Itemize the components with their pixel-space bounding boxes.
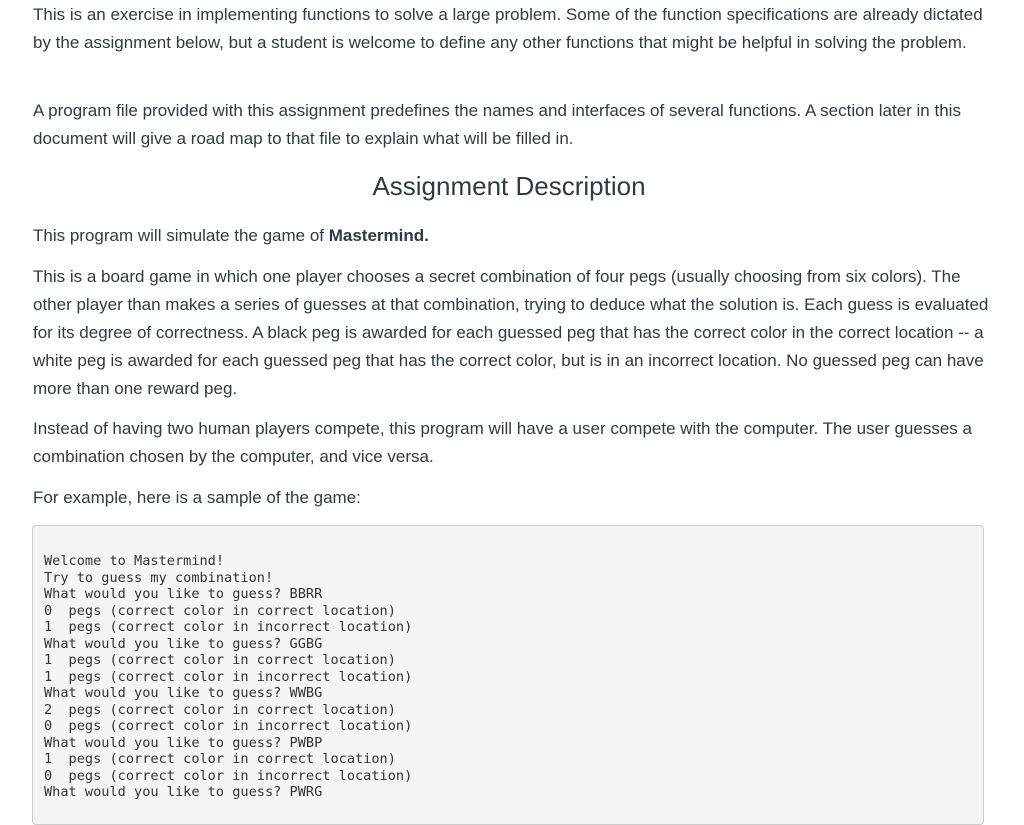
code-line: Try to guess my combination!: [44, 569, 274, 586]
instead-paragraph: Instead of having two human players compete, this program will have a user compete with the computer. The user guesses a combination chosen by the computer, and vice versa.: [33, 419, 972, 466]
code-line: Welcome to Mastermind!: [44, 553, 225, 569]
code-sample: [44, 553, 412, 801]
code-line: What would you like to guess? PWRG: [44, 784, 323, 800]
code-line: 0 pegs (correct color in incorrect location): [44, 718, 413, 734]
file-paragraph: A program file provided with this assignment predefines the names and interfaces of several functions. A section later in this document will give a road map to that file to explain what will be filled in.: [33, 101, 961, 148]
code-line: 1 pegs (correct color in incorrect location): [44, 619, 413, 635]
intro-paragraph: This is an exercise in implementing functions to solve a large problem. Some of the function specifications are already dictated by the assignment below, but a student is welcome to define any other functions that might be helpful in solving the problem.: [33, 5, 983, 52]
code-line: 0 pegs (correct color in incorrect location): [44, 767, 413, 784]
code-line: 0 pegs (correct color in correct location): [44, 602, 396, 619]
code-line: What would you like to guess? PWBP: [44, 734, 323, 751]
example-paragraph: For example, here is a sample of the game:: [33, 488, 361, 507]
code-line: 2 pegs (correct color in correct location): [44, 701, 396, 718]
code-block: [32, 525, 984, 825]
simulate-text: This program will simulate the game of: [33, 226, 329, 245]
section-heading: Assignment Description: [372, 171, 646, 201]
code-line: What would you like to guess? BBRR: [44, 586, 323, 602]
simulate-paragraph: [33, 222, 993, 250]
code-line: What would you like to guess? WWBG: [44, 685, 323, 701]
code-line: 1 pegs (correct color in incorrect location): [44, 668, 413, 685]
code-line: What would you like to guess? GGBG: [44, 635, 323, 652]
code-line: 1 pegs (correct color in correct location): [44, 751, 396, 767]
board-game-paragraph: This is a board game in which one player chooses a secret combination of four pegs (usually choosing from six colors). The other player than makes a series of guesses at that combination, trying to deduce what the solution is. Each guess is evaluated for its degree of correctness. A black peg is awarded for each guessed peg that has the correct color in the correct location -- a white peg is awarded for each guessed peg that has the correct color, but is in an incorrect location. No guessed peg can have more than one reward peg.: [33, 267, 989, 398]
code-line: 1 pegs (correct color in correct location): [44, 652, 396, 668]
game-name: Mastermind.: [328, 226, 429, 245]
